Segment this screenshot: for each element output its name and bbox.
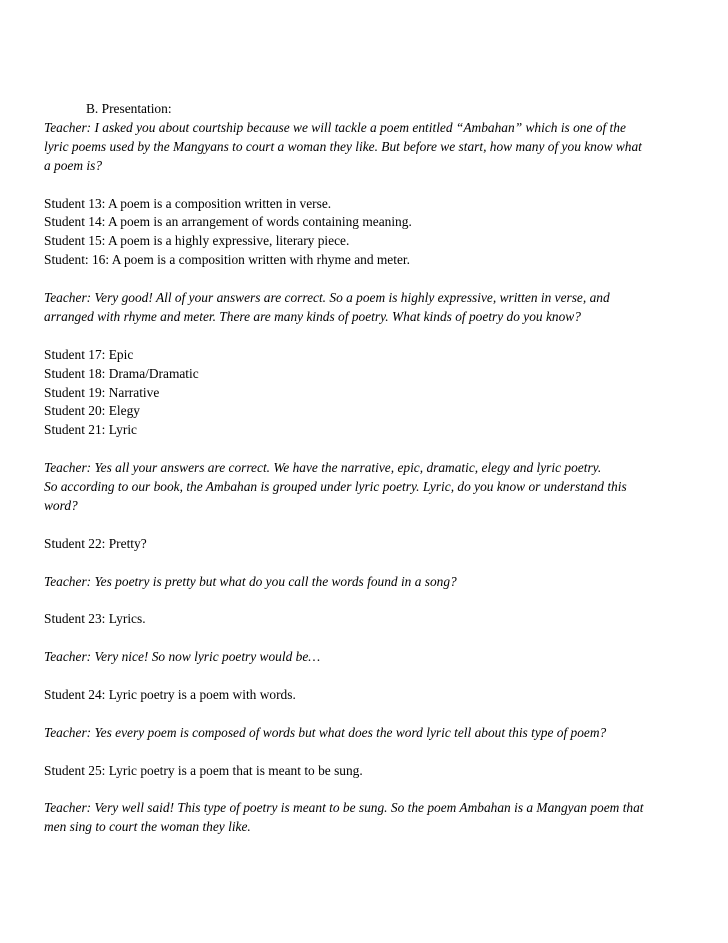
student-answers	[44, 535, 694, 554]
text-line: So according to our book, the Ambahan is grouped under lyric poetry. Lyric, do you know or understand this	[44, 479, 627, 495]
student-answers	[44, 686, 694, 705]
student-answers	[44, 346, 694, 441]
student-answers	[44, 195, 694, 271]
text-line: Student: 16: A poem is a composition written with rhyme and meter.	[44, 252, 410, 268]
text-line: men sing to court the woman they like.	[44, 819, 251, 835]
spacer	[44, 743, 694, 762]
document-body	[44, 100, 694, 837]
spacer	[44, 705, 694, 724]
teacher-paragraph	[44, 573, 694, 592]
spacer	[44, 327, 694, 346]
spacer	[44, 516, 694, 535]
text-line: Teacher: Very good! All of your answers are correct. So a poem is highly expressive, written in verse, and	[44, 290, 610, 306]
text-line: Student 20: Elegy	[44, 403, 140, 419]
spacer	[44, 780, 694, 799]
text-line: Teacher: Yes all your answers are correct. We have the narrative, epic, dramatic, elegy and lyric poetry.	[44, 460, 602, 476]
spacer	[44, 270, 694, 289]
text-line: Teacher: Very well said! This type of poetry is meant to be sung. So the poem Ambahan is a Mangyan poem that	[44, 800, 644, 816]
text-line: lyric poems used by the Mangyans to court a woman they like. But before we start, how many of you know what	[44, 138, 642, 154]
teacher-paragraph	[44, 799, 694, 837]
text-line: a poem is?	[44, 157, 103, 173]
text-line: Student 23: Lyrics.	[44, 611, 146, 627]
spacer	[44, 554, 694, 573]
teacher-paragraph	[44, 648, 694, 667]
text-line: word?	[44, 497, 78, 513]
text-line: Student 22: Pretty?	[44, 535, 147, 551]
spacer	[44, 176, 694, 195]
spacer	[44, 591, 694, 610]
section-heading: B. Presentation:	[86, 101, 172, 116]
student-answers	[44, 610, 694, 629]
text-line: Teacher: Yes poetry is pretty but what do you call the words found in a song?	[44, 573, 457, 589]
spacer	[44, 440, 694, 459]
text-line: Student 21: Lyric	[44, 422, 137, 438]
text-line: Student 25: Lyric poetry is a poem that is meant to be sung.	[44, 762, 363, 778]
teacher-paragraph	[44, 119, 694, 176]
teacher-paragraph	[44, 459, 694, 516]
text-line: Teacher: I asked you about courtship because we will tackle a poem entitled “Ambahan” which is one of the	[44, 119, 626, 135]
text-line: Student 13: A poem is a composition written in verse.	[44, 195, 332, 211]
text-line: Student 14: A poem is an arrangement of words containing meaning.	[44, 214, 412, 230]
teacher-paragraph	[44, 289, 694, 327]
spacer	[44, 667, 694, 686]
text-line: Student 18: Drama/Dramatic	[44, 365, 199, 381]
spacer	[44, 629, 694, 648]
text-line: Teacher: Very nice! So now lyric poetry would be…	[44, 649, 321, 665]
text-line: Student 15: A poem is a highly expressive, literary piece.	[44, 233, 350, 249]
text-line: Student 17: Epic	[44, 346, 134, 362]
student-answers	[44, 762, 694, 781]
text-line: Teacher: Yes every poem is composed of words but what does the word lyric tell about this type of poem?	[44, 724, 607, 740]
text-line: Student 19: Narrative	[44, 384, 160, 400]
text-line: arranged with rhyme and meter. There are many kinds of poetry. What kinds of poetry do you know?	[44, 308, 581, 324]
teacher-paragraph	[44, 724, 694, 743]
text-line: Student 24: Lyric poetry is a poem with words.	[44, 686, 296, 702]
